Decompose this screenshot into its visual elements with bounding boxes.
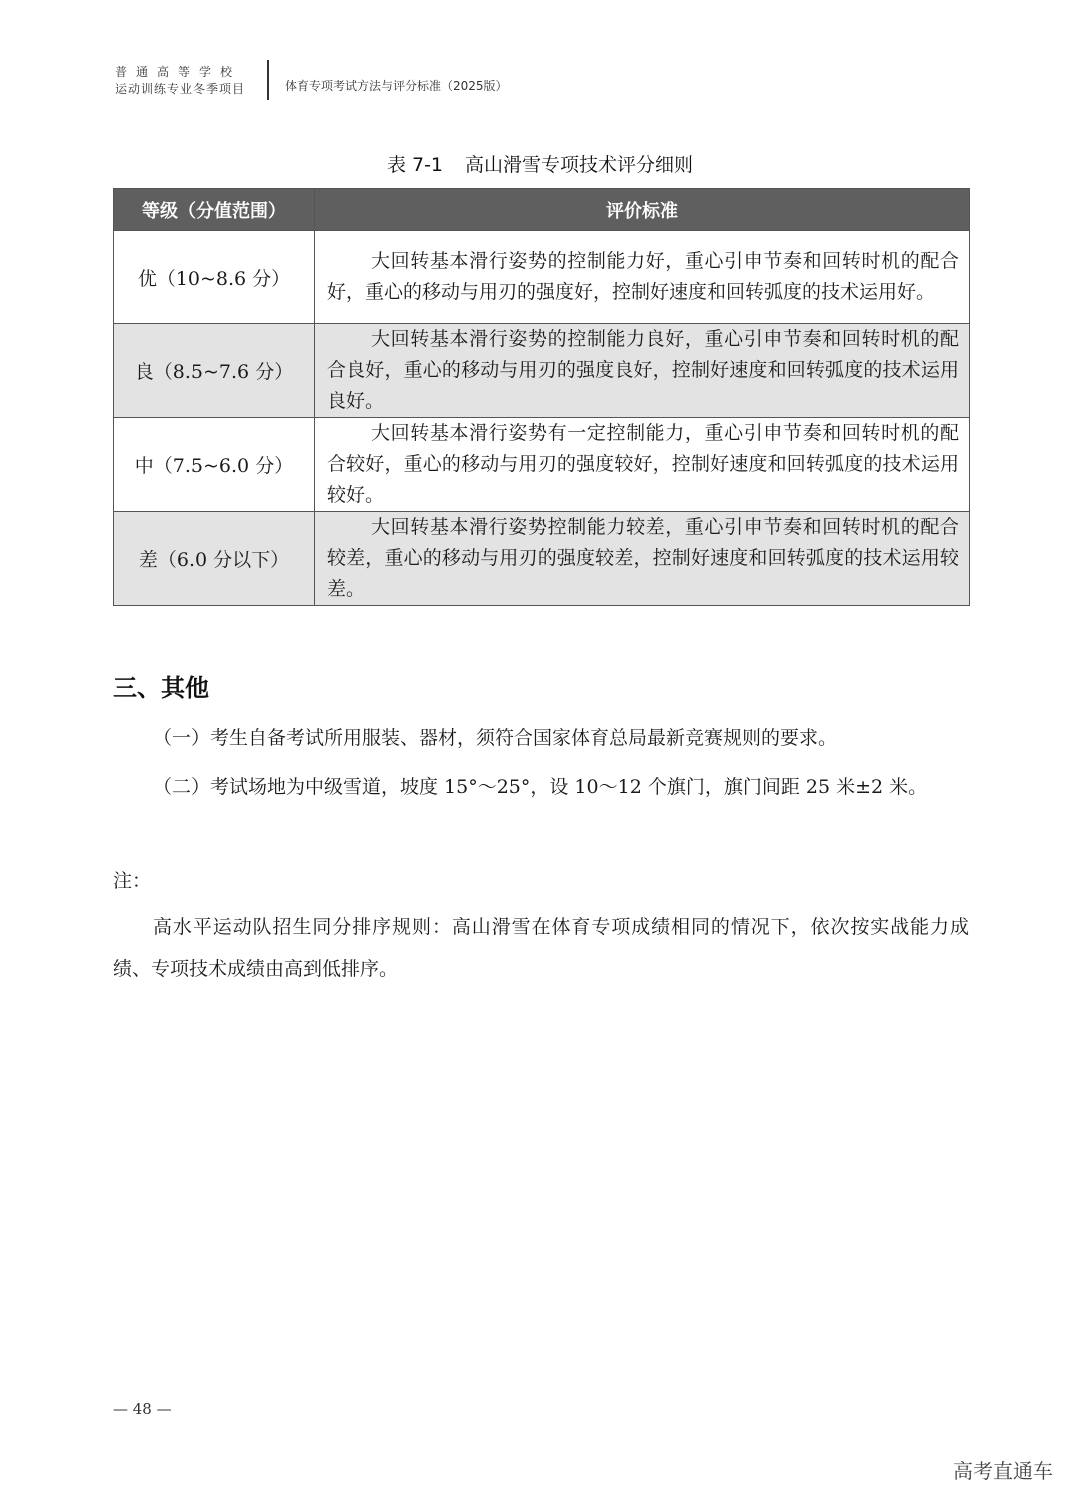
level-cell: 良（8.5~7.6 分） xyxy=(114,324,315,418)
criteria-cell: 大回转基本滑行姿势控制能力较差，重心引申节奏和回转时机的配合较差，重心的移动与用刃的强度较差，控制好速度和回转弧度的技术运用较差。 xyxy=(315,512,970,606)
header-school-line1: 普通高等学校 xyxy=(115,65,242,79)
header-doc-title: 体育专项考试方法与评分标准（2025版） xyxy=(285,79,508,93)
table-row xyxy=(114,418,970,512)
criteria-cell: 大回转基本滑行姿势的控制能力良好，重心引申节奏和回转时机的配合良好，重心的移动与用刃的强度良好，控制好速度和回转弧度的技术运用良好。 xyxy=(315,324,970,418)
watermark: 高考直通车 xyxy=(953,1459,1053,1483)
table-row xyxy=(114,324,970,418)
table-caption-number: 表 7-1 xyxy=(386,154,444,176)
table-header-row xyxy=(114,189,970,231)
criteria-cell: 大回转基本滑行姿势有一定控制能力，重心引申节奏和回转时机的配合较好，重心的移动与用刃的强度较好，控制好速度和回转弧度的技术运用较好。 xyxy=(315,418,970,512)
section-title: 三、其他 xyxy=(113,674,209,702)
section-item-1: （一）考生自备考试所用服装、器材，须符合国家体育总局最新竞赛规则的要求。 xyxy=(153,727,838,749)
level-cell: 差（6.0 分以下） xyxy=(114,512,315,606)
column-header-level: 等级（分值范围） xyxy=(114,189,315,231)
page-number: — 48 — xyxy=(113,1400,172,1418)
column-header-criteria: 评价标准 xyxy=(315,189,970,231)
level-cell: 优（10~8.6 分） xyxy=(114,231,315,324)
table-caption xyxy=(0,150,1080,177)
table-caption-title: 高山滑雪专项技术评分细则 xyxy=(465,154,694,176)
level-cell: 中（7.5~6.0 分） xyxy=(114,418,315,512)
header-divider xyxy=(267,60,269,100)
criteria-cell: 大回转基本滑行姿势的控制能力好，重心引申节奏和回转时机的配合好，重心的移动与用刃的强度好，控制好速度和回转弧度的技术运用好。 xyxy=(315,231,970,324)
header-school-line2: 运动训练专业冬季项目 xyxy=(115,82,246,96)
section-item-2: （二）考试场地为中级雪道，坡度 15°～25°，设 10～12 个旗门，旗门间距 25 米±2 米。 xyxy=(153,776,928,798)
note-text: 高水平运动队招生同分排序规则：高山滑雪在体育专项成绩相同的情况下，依次按实战能力成绩、专项技术成绩由高到低排序。 xyxy=(113,916,969,980)
table-row xyxy=(114,512,970,606)
header-school xyxy=(115,64,255,98)
grading-table xyxy=(113,188,970,606)
note-label: 注： xyxy=(113,870,152,892)
table-row xyxy=(114,231,970,324)
